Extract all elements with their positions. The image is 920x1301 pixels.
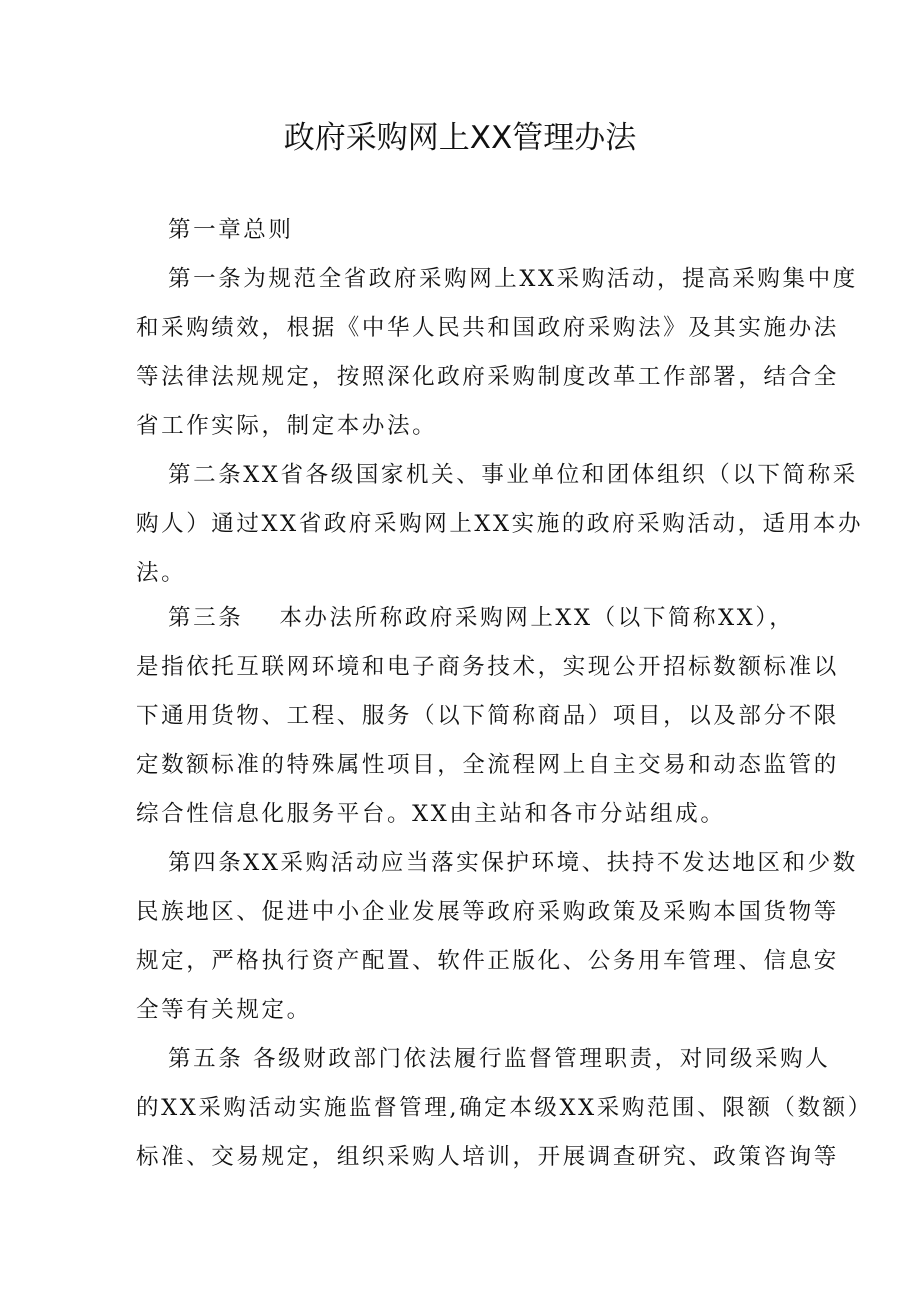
article-4-line-3: 规定，严格执行资产配置、软件正版化、公务用车管理、信息安 <box>136 948 839 974</box>
article-2-line-2: 购人）通过XX省政府采购网上XX实施的政府采购活动，适用本办 <box>136 511 864 537</box>
article-1-line-3: 等法律法规规定，按照深化政府采购制度改革工作部署，结合全 <box>136 364 839 390</box>
article-4-line-2: 民族地区、促进中小企业发展等政府采购政策及采购本国货物等 <box>136 899 839 925</box>
document-title: 政府采购网上XX管理办法 <box>283 120 637 156</box>
article-5-line-1: 第五条 各级财政部门依法履行监督管理职责，对同级采购人 <box>168 1046 831 1072</box>
article-1-line-4: 省工作实际，制定本办法。 <box>136 413 438 439</box>
article-3-line-1-text: 本办法所称政府采购网上XX（以下简称XX）， <box>279 605 795 631</box>
article-4-line-1: 第四条XX采购活动应当落实保护环境、扶持不发达地区和少数 <box>168 850 858 876</box>
article-3-line-2: 是指依托互联网环境和电子商务技术，实现公开招标数额标准以 <box>136 654 839 680</box>
article-2-line-1: 第二条XX省各级国家机关、事业单位和团体组织（以下简称采 <box>168 462 858 488</box>
article-3-line-5: 综合性信息化服务平台。XX由主站和各市分站组成。 <box>136 801 726 827</box>
article-5-line-3: 标准、交易规定，组织采购人培训，开展调查研究、政策咨询等 <box>136 1144 839 1170</box>
article-3-line-1 <box>168 603 794 633</box>
chapter-heading: 第一章总则 <box>168 217 294 243</box>
article-4-line-4: 全等有关规定。 <box>136 997 312 1023</box>
article-5-line-2: 的XX采购活动实施监督管理,确定本级XX采购范围、限额（数额） <box>136 1095 873 1121</box>
article-1-line-2: 和采购绩效，根据《中华人民共和国政府采购法》及其实施办法 <box>136 315 839 341</box>
article-3-label: 第三条 <box>168 605 244 631</box>
article-3-line-4: 定数额标准的特殊属性项目，全流程网上自主交易和动态监管的 <box>136 752 839 778</box>
article-1-line-1: 第一条为规范全省政府采购网上XX采购活动，提高采购集中度 <box>168 266 858 292</box>
article-3-line-3: 下通用货物、工程、服务（以下简称商品）项目，以及部分不限 <box>136 703 839 729</box>
article-2-line-3: 法。 <box>136 560 187 586</box>
